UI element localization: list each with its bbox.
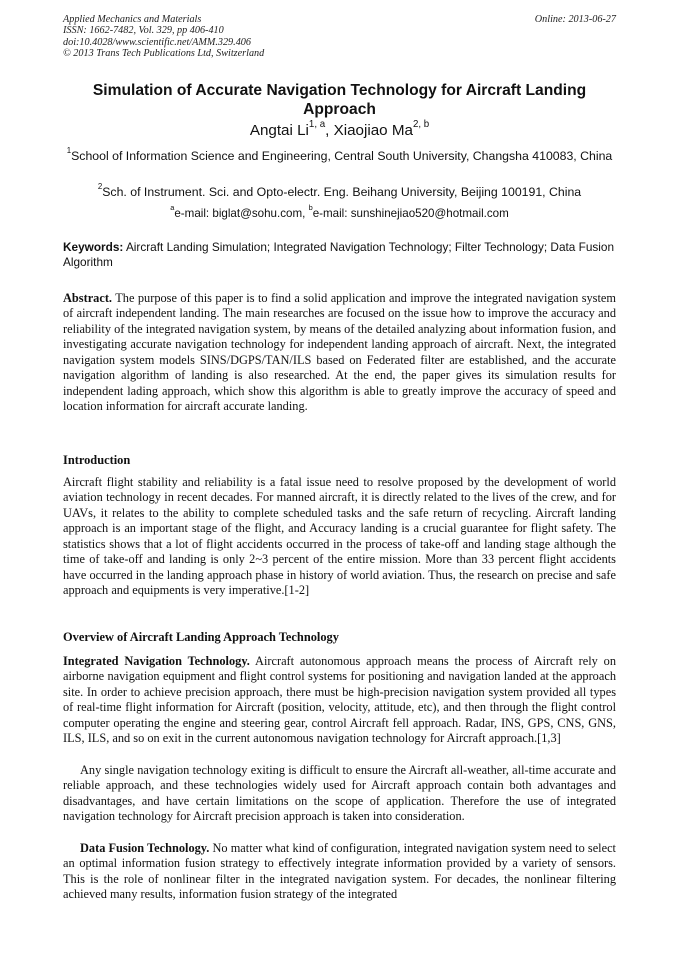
integrated-navigation-label: Integrated Navigation Technology.	[63, 654, 250, 668]
abstract-label: Abstract.	[63, 291, 113, 305]
email-line	[63, 203, 616, 221]
keywords	[63, 240, 616, 271]
journal-name: Applied Mechanics and Materials	[63, 14, 202, 25]
paper-title: Simulation of Accurate Navigation Technology for Aircraft Landing Approach	[92, 82, 587, 118]
abstract-text: The purpose of this paper is to find a solid application and improve the integrated navigation system of aircraft independent landing. The main researches are focused on the issue how to improve the accuracy and reliability of the integrated navigation system, by means of the detailed analyzing about information fusion, and investigating accurate navigation technology for independent landing approach of aircraft. Next, the integrated navigation system models SINS/DGPS/TAN/ILS based on Federated filter are established, and the accurate navigation algorithm of landing is also researched. At the end, the paper gives its simulation results for independent lading approach, which show this algorithm is able to greatly improve the accuracy of speed and location information for aircraft accurate landing.	[63, 291, 616, 414]
author-1-name: Angtai Li	[249, 122, 309, 139]
keywords-label: Keywords:	[63, 240, 124, 254]
author-1-affil-mark: 1, a	[308, 119, 326, 130]
affiliation-1-mark: 1	[66, 146, 72, 155]
integrated-navigation-text: Aircraft autonomous approach means the process of Aircraft rely on airborne navigation equipment and flight control systems for positioning and navigation landed at the approach site. In order to achieve precision approach, there must be high-precision navigation system provided all types of real-time flight information for Aircraft (position, velocity, attitude, etc), and then through the flight control computer operating the engine and steering gear, control Aircraft fell approach. Radar, INS, GPS, CNS, GNS, ILS, ILS, and so on exit in the current autonomous navigation technology for Aircraft approach.[1,3]	[63, 654, 616, 746]
email-b-mark: b	[308, 203, 313, 212]
online-date: Online: 2013-06-27	[534, 14, 616, 25]
issn-line: ISSN: 1662-7482, Vol. 329, pp 406-410	[63, 25, 224, 37]
author-separator: ,	[325, 122, 334, 139]
introduction-heading: Introduction	[63, 453, 131, 467]
affiliation-1-text: School of Information Science and Engineering, Central South University, Changsha 410083, China	[71, 149, 613, 163]
doi-line: doi:10.4028/www.scientific.net/AMM.329.406	[63, 36, 251, 48]
introduction-paragraph: Aircraft flight stability and reliability is a fatal issue need to resolve proposed by the development of world aviation technology in recent decades. For manned aircraft, it is directly related to the lives of the crew, and for UAVs, it relates to the ability to complete scheduled tasks and the safe return of recycling. Aircraft landing approach is an important stage of the flight, and Accuracy landing is a crucial guarantee for flight safety. The statistics shows that a lot of flight accidents occurred in the process of take-off and landing stage although the time of take-off and landing is only 2~3 percent of the entire mission. More than 33 percent flight accidents have occurred in the landing approach phase in history of world aviation. Thus, the research on precise and safe approach and equipments is very imperative.[1-2]	[63, 475, 616, 598]
overview-heading: Overview of Aircraft Landing Approach Technology	[63, 630, 339, 644]
email-a-mark: a	[170, 203, 175, 212]
data-fusion-paragraph	[63, 841, 616, 903]
author-2-name: Xiaojiao Ma	[333, 122, 413, 139]
copyright-line: © 2013 Trans Tech Publications Ltd, Switzerland	[63, 47, 265, 59]
affiliation-2	[63, 182, 616, 201]
affiliation-2-mark: 2	[97, 182, 103, 191]
email-a-text: e-mail: biglat@sohu.com,	[174, 207, 309, 220]
data-fusion-label: Data Fusion Technology.	[80, 841, 210, 855]
author-2-affil-mark: 2, b	[412, 119, 430, 130]
keywords-text: Aircraft Landing Simulation; Integrated Navigation Technology; Filter Technology; Data Fusion Algorithm	[63, 240, 615, 270]
affiliation-1	[63, 146, 616, 165]
abstract	[63, 291, 616, 415]
affiliation-2-text: Sch. of Instrument. Sci. and Opto-electr. Eng. Beihang University, Beijing 100191, China	[102, 185, 582, 199]
single-navigation-paragraph: Any single navigation technology exiting is difficult to ensure the Aircraft all-weather, all-time accurate and reliable approach, and these technologies widely used for Aircraft approach contain both advantages and disadvantages, and have certain limitations on the scope of application. Therefore the use of integrated navigation technology for Aircraft precision approach is taken into consideration.	[63, 763, 616, 824]
data-fusion-text: No matter what kind of configuration, integrated navigation system need to select an optimal information fusion strategy to effectively integrate information provided by a variety of sensors. This is the role of nonlinear filter in the integrated navigation system. For decades, the nonlinear filtering achieved many results, information fusion strategy of the integrated	[63, 841, 616, 902]
integrated-navigation-paragraph	[63, 654, 616, 747]
journal-header	[63, 14, 616, 59]
email-b-text: e-mail: sunshinejiao520@hotmail.com	[312, 207, 509, 220]
author-line	[63, 119, 616, 140]
